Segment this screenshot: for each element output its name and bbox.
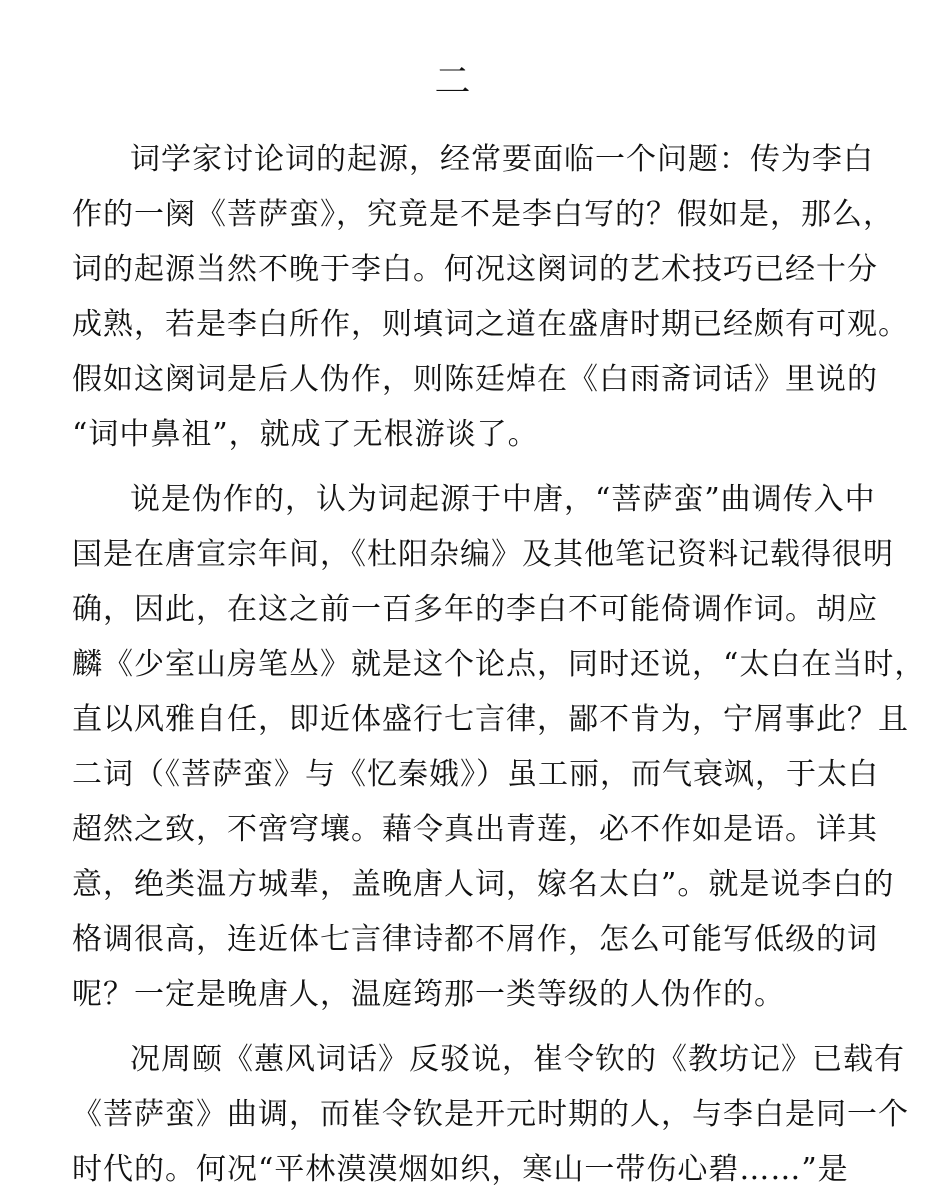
text-line: 词学家讨论词的起源，经常要面临一个问题：传为李白 (130, 142, 874, 177)
paragraph-2 (72, 472, 925, 1022)
text-line: 《菩萨蛮》曲调，而崔令钦是开元时期的人，与李白是同一个 (72, 1097, 909, 1132)
text-line: 直以风雅自任，即近体盛行七言律，鄙不肯为，宁屑事此？且 (72, 702, 909, 737)
text-line: 作的一阕《菩萨蛮》，究竟是不是李白写的？假如是，那么， (72, 197, 894, 232)
text-line: 呢？一定是晚唐人，温庭筠那一类等级的人伪作的。 (72, 977, 785, 1012)
text-line: 假如这阕词是后人伪作，则陈廷焯在《白雨斋词话》里说的 (72, 362, 878, 397)
paragraph-3 (72, 1032, 909, 1197)
text-line: 词的起源当然不晚于李白。何况这阕词的艺术技巧已经十分 (72, 252, 878, 287)
text-line: 成熟，若是李白所作，则填词之道在盛唐时期已经颇有可观。 (72, 307, 909, 342)
text-line: 时代的。何况“平林漠漠烟如织，寒山一带伤心碧……”是 (72, 1152, 849, 1187)
text-line: “词中鼻祖”，就成了无根游谈了。 (72, 417, 539, 452)
text-line: 意，绝类温方城辈，盖晚唐人词，嫁名太白”。就是说李白的 (72, 867, 895, 902)
text-line: 超然之致，不啻穹壤。藉令真出青莲，必不作如是语。详其 (72, 812, 878, 847)
text-line: 说是伪作的，认为词起源于中唐，“菩萨蛮”曲调传入中 (130, 482, 876, 517)
text-line: 况周颐《蕙风词话》反驳说，崔令钦的《教坊记》已载有 (130, 1042, 905, 1077)
paragraph-1 (72, 132, 909, 462)
section-number: 二 (434, 61, 471, 102)
body-text (72, 132, 925, 1197)
text-line: 二词（《菩萨蛮》与《忆秦娥》）虽工丽，而气衰飒，于太白 (72, 757, 879, 792)
text-line: 国是在唐宣宗年间，《杜阳杂编》及其他笔记资料记载得很明 (72, 537, 894, 572)
text-line: 格调很高，连近体七言律诗都不屑作，怎么可能写低级的词 (72, 922, 878, 957)
text-line: 麟《少室山房笔丛》就是这个论点，同时还说，“太白在当时， (72, 647, 925, 682)
text-line: 确，因此，在这之前一百多年的李白不可能倚调作词。胡应 (72, 592, 878, 627)
